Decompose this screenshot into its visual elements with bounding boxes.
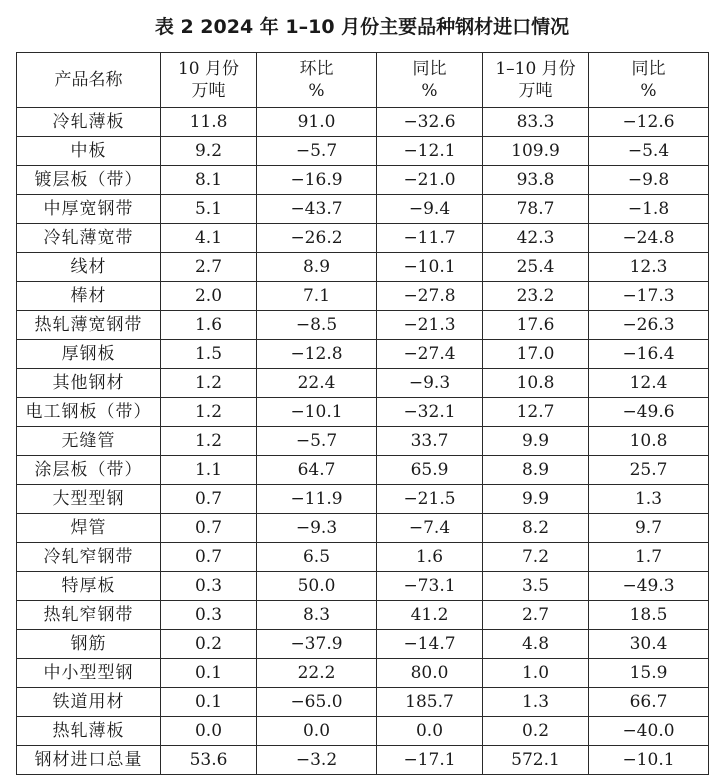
october-volume-cell: 1.6 [161,311,257,340]
october-volume-cell: 1.2 [161,427,257,456]
product-name-cell: 大型型钢 [17,485,161,514]
product-name-cell: 棒材 [17,282,161,311]
steel-import-table [16,52,709,775]
header-jan-oct-volume: 1–10 月份 万吨 [483,53,589,108]
month-on-month-cell: −3.2 [257,746,377,775]
product-name-cell: 焊管 [17,514,161,543]
october-yoy-cell: 33.7 [377,427,483,456]
product-name-cell: 无缝管 [17,427,161,456]
jan-oct-volume-cell: 1.3 [483,688,589,717]
jan-oct-volume-cell: 10.8 [483,369,589,398]
jan-oct-volume-cell: 17.0 [483,340,589,369]
october-yoy-cell: −10.1 [377,253,483,282]
product-name-cell: 冷轧薄宽带 [17,224,161,253]
october-volume-cell: 53.6 [161,746,257,775]
october-volume-cell: 0.3 [161,572,257,601]
jan-oct-yoy-cell: 66.7 [589,688,709,717]
month-on-month-cell: 91.0 [257,108,377,137]
jan-oct-yoy-cell: −16.4 [589,340,709,369]
month-on-month-cell: −43.7 [257,195,377,224]
jan-oct-volume-cell: 42.3 [483,224,589,253]
table-row [17,166,709,195]
jan-oct-volume-cell: 2.7 [483,601,589,630]
header-product-name: 产品名称 [17,53,161,108]
october-yoy-cell: −32.1 [377,398,483,427]
product-name-cell: 钢材进口总量 [17,746,161,775]
product-name-cell: 中小型型钢 [17,659,161,688]
table-body [17,108,709,775]
jan-oct-volume-cell: 93.8 [483,166,589,195]
product-name-cell: 铁道用材 [17,688,161,717]
october-volume-cell: 0.7 [161,485,257,514]
jan-oct-volume-cell: 7.2 [483,543,589,572]
jan-oct-yoy-cell: −12.6 [589,108,709,137]
october-volume-cell: 0.2 [161,630,257,659]
month-on-month-cell: −37.9 [257,630,377,659]
product-name-cell: 钢筋 [17,630,161,659]
month-on-month-cell: 7.1 [257,282,377,311]
product-name-cell: 中厚宽钢带 [17,195,161,224]
table-row [17,340,709,369]
jan-oct-volume-cell: 25.4 [483,253,589,282]
jan-oct-volume-cell: 109.9 [483,137,589,166]
october-yoy-cell: −7.4 [377,514,483,543]
month-on-month-cell: −8.5 [257,311,377,340]
table-row [17,688,709,717]
product-name-cell: 涂层板（带） [17,456,161,485]
month-on-month-cell: 8.9 [257,253,377,282]
header-october-volume: 10 月份 万吨 [161,53,257,108]
table-row [17,514,709,543]
table-row [17,253,709,282]
jan-oct-yoy-cell: 15.9 [589,659,709,688]
month-on-month-cell: 64.7 [257,456,377,485]
jan-oct-yoy-cell: −49.6 [589,398,709,427]
october-volume-cell: 11.8 [161,108,257,137]
october-volume-cell: 8.1 [161,166,257,195]
table-row [17,224,709,253]
month-on-month-cell: −12.8 [257,340,377,369]
table-row [17,746,709,775]
october-yoy-cell: 65.9 [377,456,483,485]
jan-oct-volume-cell: 3.5 [483,572,589,601]
jan-oct-yoy-cell: −10.1 [589,746,709,775]
jan-oct-volume-cell: 83.3 [483,108,589,137]
jan-oct-volume-cell: 78.7 [483,195,589,224]
jan-oct-yoy-cell: −26.3 [589,311,709,340]
table-row [17,195,709,224]
table-row [17,108,709,137]
october-yoy-cell: 80.0 [377,659,483,688]
jan-oct-yoy-cell: 30.4 [589,630,709,659]
jan-oct-volume-cell: 8.2 [483,514,589,543]
october-yoy-cell: −17.1 [377,746,483,775]
october-volume-cell: 2.0 [161,282,257,311]
table-row [17,630,709,659]
month-on-month-cell: 8.3 [257,601,377,630]
product-name-cell: 热轧薄板 [17,717,161,746]
table-title: 表 2 2024 年 1–10 月份主要品种钢材进口情况 [154,16,570,38]
product-name-cell: 其他钢材 [17,369,161,398]
product-name-cell: 冷轧窄钢带 [17,543,161,572]
october-yoy-cell: −32.6 [377,108,483,137]
october-yoy-cell: −21.5 [377,485,483,514]
october-volume-cell: 0.7 [161,514,257,543]
product-name-cell: 厚钢板 [17,340,161,369]
jan-oct-volume-cell: 8.9 [483,456,589,485]
jan-oct-volume-cell: 12.7 [483,398,589,427]
jan-oct-yoy-cell: 18.5 [589,601,709,630]
jan-oct-yoy-cell: −40.0 [589,717,709,746]
october-volume-cell: 0.1 [161,659,257,688]
jan-oct-volume-cell: 572.1 [483,746,589,775]
jan-oct-yoy-cell: −24.8 [589,224,709,253]
product-name-cell: 镀层板（带） [17,166,161,195]
jan-oct-yoy-cell: 12.4 [589,369,709,398]
month-on-month-cell: −9.3 [257,514,377,543]
table-row [17,572,709,601]
product-name-cell: 热轧薄宽钢带 [17,311,161,340]
month-on-month-cell: 22.4 [257,369,377,398]
jan-oct-volume-cell: 17.6 [483,311,589,340]
october-yoy-cell: 185.7 [377,688,483,717]
month-on-month-cell: −65.0 [257,688,377,717]
jan-oct-volume-cell: 1.0 [483,659,589,688]
october-volume-cell: 0.3 [161,601,257,630]
jan-oct-volume-cell: 9.9 [483,485,589,514]
october-yoy-cell: −27.8 [377,282,483,311]
table-row [17,659,709,688]
month-on-month-cell: 0.0 [257,717,377,746]
month-on-month-cell: −10.1 [257,398,377,427]
jan-oct-yoy-cell: −9.8 [589,166,709,195]
table-row [17,601,709,630]
jan-oct-volume-cell: 4.8 [483,630,589,659]
header-month-on-month: 环比 % [257,53,377,108]
jan-oct-yoy-cell: 12.3 [589,253,709,282]
month-on-month-cell: 22.2 [257,659,377,688]
header-october-year-on-year: 同比 % [377,53,483,108]
october-yoy-cell: −12.1 [377,137,483,166]
jan-oct-yoy-cell: −5.4 [589,137,709,166]
month-on-month-cell: −26.2 [257,224,377,253]
october-volume-cell: 0.0 [161,717,257,746]
jan-oct-yoy-cell: 1.7 [589,543,709,572]
october-volume-cell: 1.5 [161,340,257,369]
october-yoy-cell: −73.1 [377,572,483,601]
jan-oct-yoy-cell: 25.7 [589,456,709,485]
october-volume-cell: 9.2 [161,137,257,166]
table-row [17,485,709,514]
jan-oct-yoy-cell: 9.7 [589,514,709,543]
table-row [17,427,709,456]
product-name-cell: 线材 [17,253,161,282]
october-volume-cell: 5.1 [161,195,257,224]
table-row [17,543,709,572]
table-row [17,456,709,485]
jan-oct-volume-cell: 23.2 [483,282,589,311]
october-volume-cell: 0.7 [161,543,257,572]
product-name-cell: 热轧窄钢带 [17,601,161,630]
october-volume-cell: 0.1 [161,688,257,717]
october-yoy-cell: −9.4 [377,195,483,224]
month-on-month-cell: −5.7 [257,137,377,166]
october-yoy-cell: −9.3 [377,369,483,398]
jan-oct-yoy-cell: −1.8 [589,195,709,224]
product-name-cell: 冷轧薄板 [17,108,161,137]
october-volume-cell: 2.7 [161,253,257,282]
jan-oct-volume-cell: 9.9 [483,427,589,456]
table-row [17,282,709,311]
october-yoy-cell: −14.7 [377,630,483,659]
october-yoy-cell: −21.0 [377,166,483,195]
october-yoy-cell: 1.6 [377,543,483,572]
product-name-cell: 电工钢板（带） [17,398,161,427]
header-jan-oct-year-on-year: 同比 % [589,53,709,108]
month-on-month-cell: 6.5 [257,543,377,572]
october-yoy-cell: −21.3 [377,311,483,340]
table-row [17,717,709,746]
october-volume-cell: 1.1 [161,456,257,485]
month-on-month-cell: −16.9 [257,166,377,195]
jan-oct-volume-cell: 0.2 [483,717,589,746]
october-yoy-cell: 41.2 [377,601,483,630]
product-name-cell: 特厚板 [17,572,161,601]
table-row [17,311,709,340]
header-row [17,53,709,108]
month-on-month-cell: 50.0 [257,572,377,601]
october-volume-cell: 4.1 [161,224,257,253]
october-yoy-cell: −11.7 [377,224,483,253]
jan-oct-yoy-cell: −17.3 [589,282,709,311]
table-row [17,369,709,398]
jan-oct-yoy-cell: 1.3 [589,485,709,514]
jan-oct-yoy-cell: −49.3 [589,572,709,601]
month-on-month-cell: −5.7 [257,427,377,456]
october-yoy-cell: −27.4 [377,340,483,369]
table-row [17,398,709,427]
product-name-cell: 中板 [17,137,161,166]
october-yoy-cell: 0.0 [377,717,483,746]
october-volume-cell: 1.2 [161,398,257,427]
jan-oct-yoy-cell: 10.8 [589,427,709,456]
month-on-month-cell: −11.9 [257,485,377,514]
october-volume-cell: 1.2 [161,369,257,398]
table-row [17,137,709,166]
